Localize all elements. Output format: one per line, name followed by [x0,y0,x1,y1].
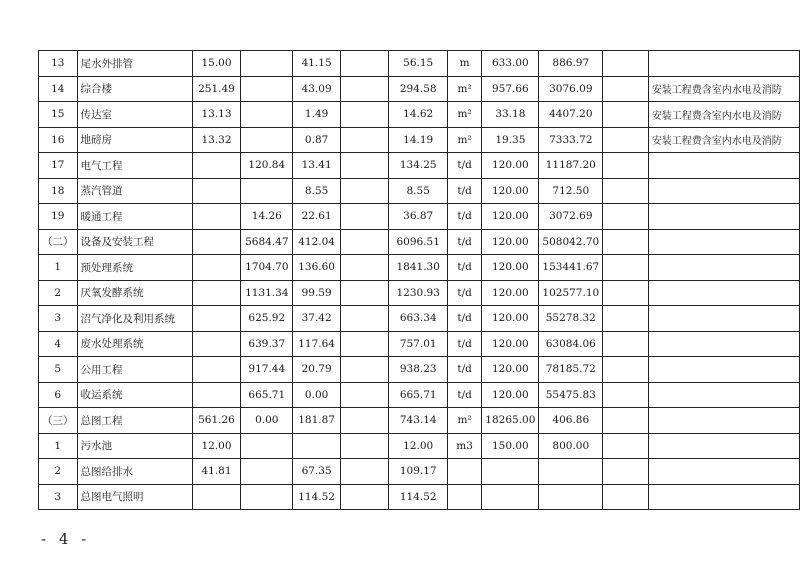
unit-price-cell [539,484,603,510]
item-name-cell: 预处理系统 [77,255,192,281]
equipment-cost-cell [241,76,293,102]
table-row [39,484,800,510]
other-cost-cell [341,229,389,255]
unit-price-cell [539,459,603,485]
table-row [39,382,800,408]
total-cost-cell: 1841.30 [389,255,448,281]
total-cost-cell: 743.14 [389,408,448,434]
installation-cost-cell: 20.79 [293,357,341,383]
item-name-cell: 设备及安装工程 [77,229,192,255]
construction-cost-cell: 12.00 [192,433,241,459]
table-row [39,280,800,306]
equipment-cost-cell [241,484,293,510]
item-name-cell: 总图给排水 [77,459,192,485]
unit-price-cell: 78185.72 [539,357,603,383]
unit-price-cell: 3076.09 [539,76,603,102]
remark-cell [648,484,799,510]
installation-cost-cell: 412.04 [293,229,341,255]
row-number-cell: 3 [39,484,78,510]
construction-cost-cell [192,357,241,383]
row-number-cell: 16 [39,127,78,153]
table-body [39,51,800,510]
other-cost-cell [341,382,389,408]
blank-cell [603,382,649,408]
remark-cell: 安装工程费含室内水电及消防 [648,102,799,128]
other-cost-cell [341,459,389,485]
quantity-cell: 120.00 [482,178,539,204]
equipment-cost-cell: 665.71 [241,382,293,408]
table-row [39,178,800,204]
remark-cell [648,459,799,485]
total-cost-cell: 12.00 [389,433,448,459]
row-number-cell: 1 [39,255,78,281]
item-name-cell: 污水池 [77,433,192,459]
equipment-cost-cell [241,178,293,204]
item-name-cell: 传达室 [77,102,192,128]
other-cost-cell [341,127,389,153]
construction-cost-cell: 13.13 [192,102,241,128]
table-row [39,102,800,128]
total-cost-cell: 938.23 [389,357,448,383]
page-number: - 4 - [41,530,91,548]
row-number-cell: 6 [39,382,78,408]
item-name-cell: 综合楼 [77,76,192,102]
quantity-cell [482,459,539,485]
construction-cost-cell: 13.32 [192,127,241,153]
row-number-cell: 2 [39,459,78,485]
quantity-cell: 120.00 [482,229,539,255]
blank-cell [603,102,649,128]
table-row [39,229,800,255]
installation-cost-cell: 37.42 [293,306,341,332]
table-row [39,255,800,281]
other-cost-cell [341,51,389,77]
construction-cost-cell [192,331,241,357]
row-number-cell: 18 [39,178,78,204]
other-cost-cell [341,484,389,510]
unit-price-cell: 153441.67 [539,255,603,281]
construction-cost-cell: 41.81 [192,459,241,485]
construction-cost-cell [192,484,241,510]
other-cost-cell [341,306,389,332]
remark-cell [648,178,799,204]
unit-cell [447,484,481,510]
construction-cost-cell [192,204,241,230]
unit-cell: m [447,51,481,77]
row-number-cell: 5 [39,357,78,383]
equipment-cost-cell: 5684.47 [241,229,293,255]
remark-cell [648,255,799,281]
total-cost-cell: 36.87 [389,204,448,230]
row-number-cell: 3 [39,306,78,332]
unit-cell: m² [447,76,481,102]
table-row [39,408,800,434]
quantity-cell: 150.00 [482,433,539,459]
quantity-cell [482,484,539,510]
blank-cell [603,51,649,77]
unit-cell [447,459,481,485]
quantity-cell: 120.00 [482,306,539,332]
item-name-cell: 沼气净化及利用系统 [77,306,192,332]
equipment-cost-cell: 917.44 [241,357,293,383]
other-cost-cell [341,331,389,357]
blank-cell [603,357,649,383]
unit-cell: t/d [447,229,481,255]
unit-cell: t/d [447,204,481,230]
unit-price-cell: 11187.20 [539,153,603,179]
row-number-cell: 13 [39,51,78,77]
other-cost-cell [341,408,389,434]
quantity-cell: 19.35 [482,127,539,153]
total-cost-cell: 114.52 [389,484,448,510]
blank-cell [603,459,649,485]
installation-cost-cell [293,433,341,459]
remark-cell [648,306,799,332]
blank-cell [603,204,649,230]
equipment-cost-cell [241,459,293,485]
row-number-cell: 19 [39,204,78,230]
row-number-cell: 1 [39,433,78,459]
equipment-cost-cell: 120.84 [241,153,293,179]
quantity-cell: 18265.00 [482,408,539,434]
table-row [39,459,800,485]
quantity-cell: 120.00 [482,280,539,306]
row-number-cell: （二） [39,229,78,255]
unit-price-cell: 406.86 [539,408,603,434]
unit-price-cell: 55278.32 [539,306,603,332]
table-row [39,51,800,77]
item-name-cell: 总图工程 [77,408,192,434]
construction-cost-cell [192,229,241,255]
table-row [39,357,800,383]
table-row [39,204,800,230]
construction-cost-cell [192,280,241,306]
row-number-cell: 17 [39,153,78,179]
equipment-cost-cell: 1704.70 [241,255,293,281]
item-name-cell: 尾水外排管 [77,51,192,77]
unit-cell: t/d [447,331,481,357]
unit-cell: t/d [447,280,481,306]
row-number-cell: 4 [39,331,78,357]
blank-cell [603,127,649,153]
blank-cell [603,255,649,281]
blank-cell [603,306,649,332]
blank-cell [603,280,649,306]
unit-price-cell: 886.97 [539,51,603,77]
equipment-cost-cell [241,51,293,77]
installation-cost-cell: 0.00 [293,382,341,408]
item-name-cell: 蒸汽管道 [77,178,192,204]
table-row [39,127,800,153]
total-cost-cell: 6096.51 [389,229,448,255]
construction-cost-cell [192,153,241,179]
construction-cost-cell [192,306,241,332]
row-number-cell: 14 [39,76,78,102]
table-row [39,306,800,332]
quantity-cell: 33.18 [482,102,539,128]
other-cost-cell [341,204,389,230]
table-row [39,153,800,179]
remark-cell [648,433,799,459]
budget-table [38,50,800,510]
equipment-cost-cell [241,127,293,153]
construction-cost-cell [192,178,241,204]
total-cost-cell: 1230.93 [389,280,448,306]
unit-price-cell: 102577.10 [539,280,603,306]
remark-cell: 安装工程费含室内水电及消防 [648,127,799,153]
unit-cell: m² [447,102,481,128]
item-name-cell: 收运系统 [77,382,192,408]
item-name-cell: 暖通工程 [77,204,192,230]
unit-cell: t/d [447,382,481,408]
table-row [39,331,800,357]
other-cost-cell [341,433,389,459]
item-name-cell: 总图电气照明 [77,484,192,510]
remark-cell [648,408,799,434]
item-name-cell: 厌氧发酵系统 [77,280,192,306]
installation-cost-cell: 8.55 [293,178,341,204]
equipment-cost-cell: 625.92 [241,306,293,332]
unit-cell: m² [447,127,481,153]
other-cost-cell [341,357,389,383]
quantity-cell: 120.00 [482,357,539,383]
construction-cost-cell: 15.00 [192,51,241,77]
unit-price-cell: 55475.83 [539,382,603,408]
equipment-cost-cell [241,433,293,459]
quantity-cell: 633.00 [482,51,539,77]
blank-cell [603,153,649,179]
quantity-cell: 120.00 [482,255,539,281]
unit-price-cell: 3072.69 [539,204,603,230]
unit-price-cell: 7333.72 [539,127,603,153]
other-cost-cell [341,76,389,102]
unit-price-cell: 712.50 [539,178,603,204]
equipment-cost-cell: 0.00 [241,408,293,434]
row-number-cell: （三） [39,408,78,434]
unit-price-cell: 508042.70 [539,229,603,255]
quantity-cell: 957.66 [482,76,539,102]
equipment-cost-cell: 14.26 [241,204,293,230]
remark-cell: 安装工程费含室内水电及消防 [648,76,799,102]
item-name-cell: 地磅房 [77,127,192,153]
total-cost-cell: 757.01 [389,331,448,357]
equipment-cost-cell: 1131.34 [241,280,293,306]
unit-price-cell: 63084.06 [539,331,603,357]
remark-cell [648,280,799,306]
installation-cost-cell: 67.35 [293,459,341,485]
row-number-cell: 15 [39,102,78,128]
installation-cost-cell: 13.41 [293,153,341,179]
unit-price-cell: 4407.20 [539,102,603,128]
unit-cell: t/d [447,306,481,332]
remark-cell [648,331,799,357]
installation-cost-cell: 114.52 [293,484,341,510]
item-name-cell: 公用工程 [77,357,192,383]
remark-cell [648,382,799,408]
unit-cell: m² [447,408,481,434]
construction-cost-cell: 561.26 [192,408,241,434]
installation-cost-cell: 0.87 [293,127,341,153]
construction-cost-cell [192,255,241,281]
remark-cell [648,51,799,77]
item-name-cell: 电气工程 [77,153,192,179]
blank-cell [603,229,649,255]
total-cost-cell: 56.15 [389,51,448,77]
installation-cost-cell: 22.61 [293,204,341,230]
installation-cost-cell: 1.49 [293,102,341,128]
equipment-cost-cell: 639.37 [241,331,293,357]
quantity-cell: 120.00 [482,382,539,408]
unit-cell: t/d [447,178,481,204]
installation-cost-cell: 41.15 [293,51,341,77]
other-cost-cell [341,280,389,306]
blank-cell [603,331,649,357]
installation-cost-cell: 117.64 [293,331,341,357]
unit-cell: t/d [447,255,481,281]
total-cost-cell: 8.55 [389,178,448,204]
blank-cell [603,484,649,510]
construction-cost-cell: 251.49 [192,76,241,102]
other-cost-cell [341,178,389,204]
unit-cell: t/d [447,153,481,179]
quantity-cell: 120.00 [482,153,539,179]
equipment-cost-cell [241,102,293,128]
total-cost-cell: 663.34 [389,306,448,332]
other-cost-cell [341,102,389,128]
total-cost-cell: 14.19 [389,127,448,153]
item-name-cell: 废水处理系统 [77,331,192,357]
blank-cell [603,178,649,204]
other-cost-cell [341,255,389,281]
total-cost-cell: 14.62 [389,102,448,128]
unit-cell: t/d [447,357,481,383]
remark-cell [648,357,799,383]
blank-cell [603,408,649,434]
blank-cell [603,433,649,459]
installation-cost-cell: 99.59 [293,280,341,306]
remark-cell [648,204,799,230]
remark-cell [648,153,799,179]
remark-cell [648,229,799,255]
unit-cell: m3 [447,433,481,459]
total-cost-cell: 665.71 [389,382,448,408]
row-number-cell: 2 [39,280,78,306]
blank-cell [603,76,649,102]
quantity-cell: 120.00 [482,204,539,230]
total-cost-cell: 134.25 [389,153,448,179]
unit-price-cell: 800.00 [539,433,603,459]
total-cost-cell: 109.17 [389,459,448,485]
construction-cost-cell [192,382,241,408]
total-cost-cell: 294.58 [389,76,448,102]
table-row [39,433,800,459]
installation-cost-cell: 43.09 [293,76,341,102]
table-row [39,76,800,102]
installation-cost-cell: 136.60 [293,255,341,281]
installation-cost-cell: 181.87 [293,408,341,434]
quantity-cell: 120.00 [482,331,539,357]
other-cost-cell [341,153,389,179]
